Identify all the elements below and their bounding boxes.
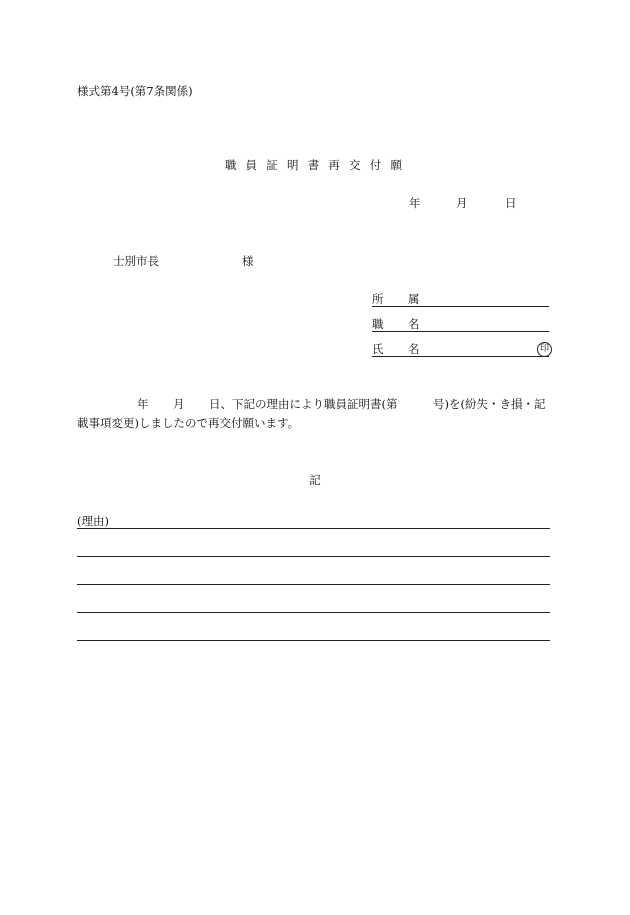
date-day-label: 日	[505, 196, 517, 210]
reason-line[interactable]	[77, 612, 550, 613]
name-field[interactable]	[372, 342, 549, 357]
title-char: 交	[349, 158, 364, 172]
title-char: 明	[286, 158, 302, 172]
affiliation-label-char-2: 属	[408, 291, 420, 306]
name-label-char-2: 名	[408, 341, 420, 356]
title-char: 証	[266, 158, 281, 172]
title-char: 付	[369, 158, 385, 172]
reason-line[interactable]	[77, 556, 550, 557]
title-char: 再	[328, 158, 344, 172]
body-year-label: 年	[137, 397, 149, 411]
name-label-char-1: 氏	[372, 341, 384, 356]
body-text-line-2: 載事項変更)しましたので再交付願います。	[77, 416, 300, 430]
body-text-segment-2: 号)を(紛失・き損・記	[433, 397, 546, 411]
seal-mark-icon: 印	[537, 342, 552, 357]
form-number: 様式第4号(第7条関係)	[77, 84, 193, 98]
position-label-char-1: 職	[372, 316, 384, 331]
position-field[interactable]	[372, 317, 549, 332]
addressee-honorific: 様	[242, 254, 254, 268]
document-title	[0, 160, 630, 172]
title-char: 職	[224, 158, 240, 172]
reason-line[interactable]	[77, 640, 550, 641]
title-char: 書	[307, 158, 323, 172]
reason-label: (理由)	[77, 514, 109, 528]
affiliation-label-char-1: 所	[372, 291, 384, 306]
reason-line[interactable]	[77, 584, 550, 585]
ki-heading: 記	[309, 473, 321, 487]
addressee-name: 士別市長	[113, 254, 159, 268]
reason-line[interactable]	[77, 528, 550, 529]
title-char: 員	[245, 158, 261, 172]
position-label-char-2: 名	[408, 316, 420, 331]
body-month-label: 月	[173, 397, 185, 411]
body-text-segment-1: 日、下記の理由により職員証明書(第	[209, 397, 398, 411]
date-year-label: 年	[409, 196, 421, 210]
date-month-label: 月	[456, 196, 468, 210]
title-char: 願	[390, 158, 406, 172]
affiliation-field[interactable]	[372, 292, 549, 307]
